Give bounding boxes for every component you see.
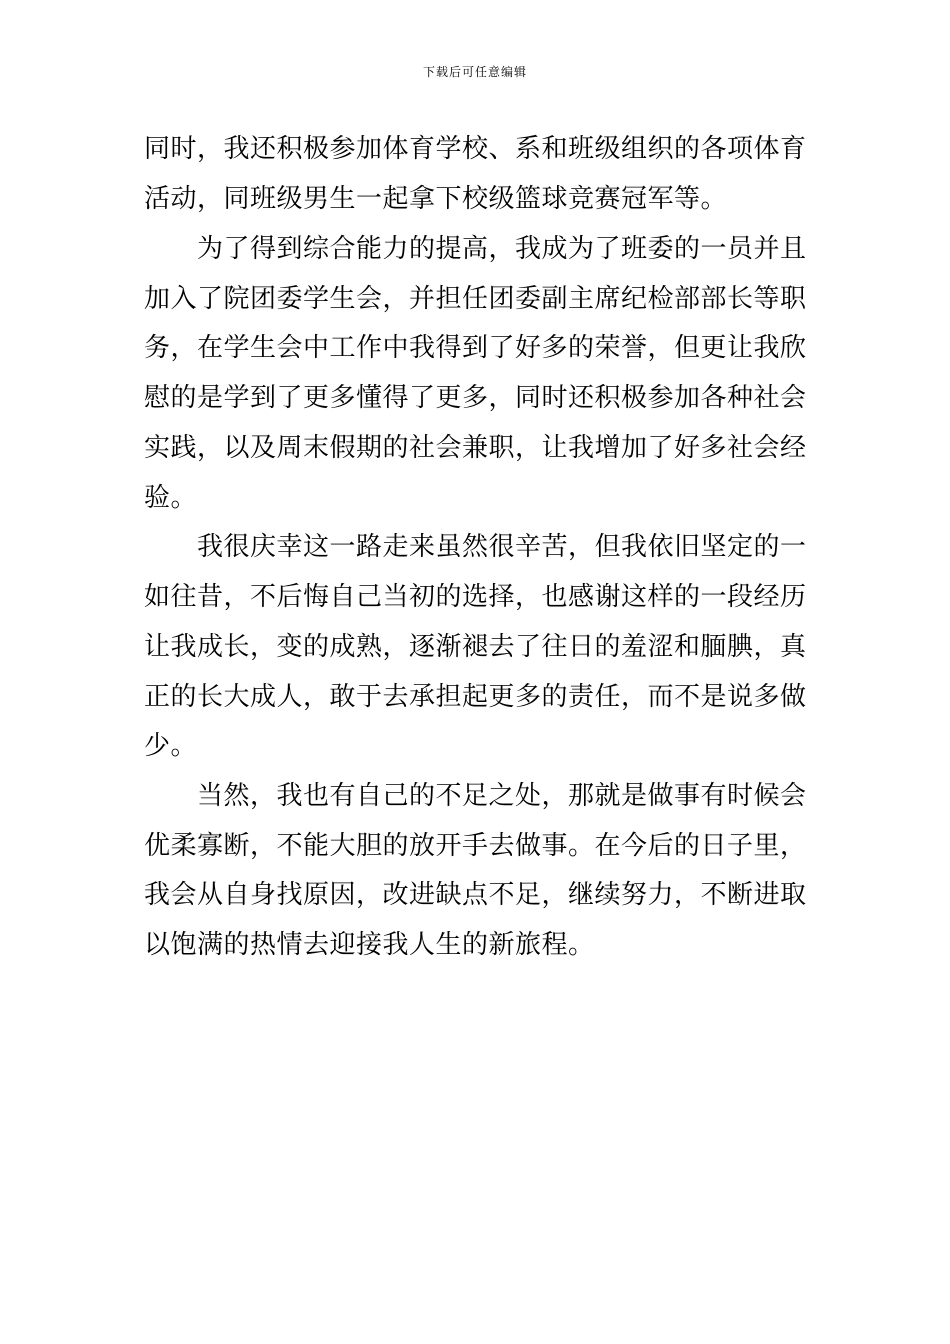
text-line: 为了得到综合能力的提高，我成为了班委的一员并且 (144, 234, 807, 264)
text-line: 少。 (144, 731, 198, 761)
text-line: 我很庆幸这一路走来虽然很辛苦，但我依旧坚定的一 (144, 532, 807, 562)
text-line: 优柔寡断，不能大胆的放开手去做事。在今后的日子里， (144, 831, 807, 861)
text-line: 以饱满的热情去迎接我人生的新旅程。 (144, 930, 595, 960)
text-line: 验。 (144, 483, 198, 513)
text-line: 我会从自身找原因，改进缺点不足，继续努力，不断进取 (144, 880, 807, 910)
text-line: 正的长大成人，敢于去承担起更多的责任，而不是说多做 (144, 682, 807, 712)
text-line: 活动，同班级男生一起拿下校级篮球竞赛冠军等。 (144, 184, 728, 214)
text-line: 当然，我也有自己的不足之处，那就是做事有时候会 (144, 781, 807, 811)
text-line: 务，在学生会中工作中我得到了好多的荣誉，但更让我欣 (144, 333, 807, 363)
text-line: 让我成长，变的成熟，逐渐褪去了往日的羞涩和腼腆，真 (144, 632, 807, 662)
text-line: 加入了院团委学生会，并担任团委副主席纪检部部长等职 (144, 284, 807, 314)
text-line: 慰的是学到了更多懂得了更多，同时还积极参加各种社会 (144, 383, 807, 413)
text-line: 如往昔，不后悔自己当初的选择，也感谢这样的一段经历 (144, 582, 807, 612)
text-line: 实践，以及周末假期的社会兼职，让我增加了好多社会经 (144, 433, 807, 463)
text-line: 同时，我还积极参加体育学校、系和班级组织的各项体育 (144, 134, 807, 164)
page-header: 下载后可任意编辑 (422, 65, 527, 79)
